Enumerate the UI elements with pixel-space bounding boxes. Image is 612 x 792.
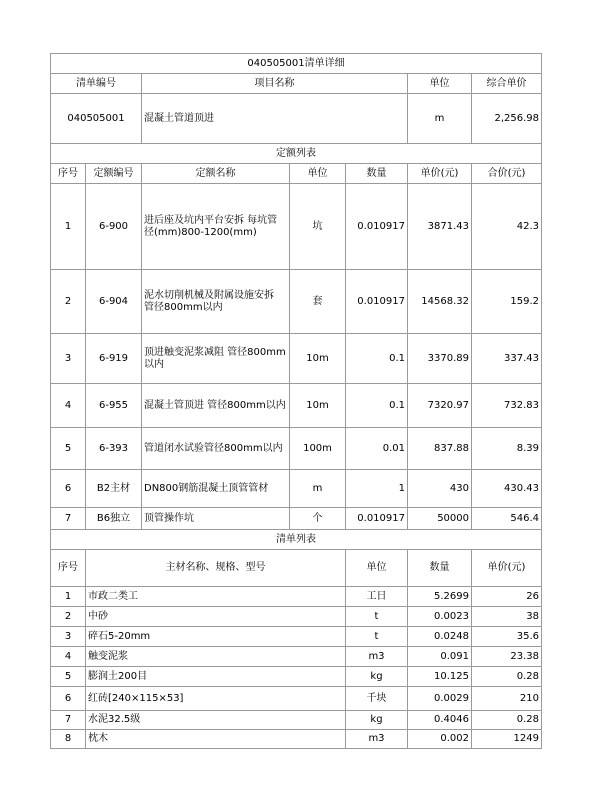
quota-code: B2主材 <box>86 470 142 508</box>
quota-price: 3871.43 <box>408 184 472 270</box>
material-no: 2 <box>51 607 86 627</box>
material-row <box>51 687 542 711</box>
material-price: 0.28 <box>472 667 542 687</box>
quota-price: 430 <box>408 470 472 508</box>
quota-no: 4 <box>51 384 86 428</box>
quota-code: B6独立 <box>86 508 142 530</box>
quota-price: 837.88 <box>408 428 472 470</box>
item-name: 混凝土管道顶进 <box>142 94 408 144</box>
material-price: 35.6 <box>472 627 542 647</box>
item-name-label: 项目名称 <box>142 74 408 94</box>
column-header: 单价(元) <box>408 164 472 184</box>
quota-total: 430.43 <box>472 470 542 508</box>
quota-no: 3 <box>51 334 86 384</box>
material-unit: kg <box>346 711 408 730</box>
bill-detail-table <box>50 53 542 749</box>
quota-row <box>51 334 542 384</box>
material-price: 23.38 <box>472 647 542 667</box>
material-price: 38 <box>472 607 542 627</box>
quota-qty: 0.01 <box>346 428 408 470</box>
quota-total: 8.39 <box>472 428 542 470</box>
material-unit: t <box>346 627 408 647</box>
quota-row <box>51 270 542 334</box>
column-header: 主材名称、规格、型号 <box>86 550 346 587</box>
material-no: 5 <box>51 667 86 687</box>
quota-no: 2 <box>51 270 86 334</box>
material-unit: 千块 <box>346 687 408 711</box>
quota-header-row <box>51 164 542 184</box>
quota-name: 顶进触变泥浆减阻 管径800mm以内 <box>142 334 290 384</box>
quota-section-title: 定额列表 <box>51 144 542 164</box>
quota-total: 732.83 <box>472 384 542 428</box>
material-qty: 0.4046 <box>408 711 472 730</box>
material-unit: m3 <box>346 647 408 667</box>
quota-no: 7 <box>51 508 86 530</box>
quota-code: 6-393 <box>86 428 142 470</box>
quota-name: 进后座及坑内平台安拆 每坑管径(mm)800-1200(mm) <box>142 184 290 270</box>
bill-code-label: 清单编号 <box>51 74 142 94</box>
unit-price-label: 综合单价 <box>472 74 542 94</box>
material-qty: 0.0248 <box>408 627 472 647</box>
quota-unit: 个 <box>290 508 346 530</box>
material-row <box>51 667 542 687</box>
column-header: 单位 <box>346 550 408 587</box>
quota-qty: 0.1 <box>346 334 408 384</box>
table-title: 040505001清单详细 <box>51 54 542 74</box>
item-unit-price: 2,256.98 <box>472 94 542 144</box>
material-qty: 0.002 <box>408 730 472 749</box>
material-row <box>51 627 542 647</box>
material-name: 红砖[240×115×53] <box>86 687 346 711</box>
quota-code: 6-900 <box>86 184 142 270</box>
quota-no: 6 <box>51 470 86 508</box>
quota-name: 混凝土管顶进 管径800mm以内 <box>142 384 290 428</box>
quota-price: 14568.32 <box>408 270 472 334</box>
quota-total: 546.4 <box>472 508 542 530</box>
material-name: 枕木 <box>86 730 346 749</box>
quota-name: DN800钢筋混凝土顶管管材 <box>142 470 290 508</box>
quota-row <box>51 384 542 428</box>
quota-qty: 0.010917 <box>346 270 408 334</box>
quota-price: 3370.89 <box>408 334 472 384</box>
material-name: 水泥32.5级 <box>86 711 346 730</box>
material-price: 210 <box>472 687 542 711</box>
column-header: 序号 <box>51 550 86 587</box>
materials-header-row <box>51 550 542 587</box>
material-no: 7 <box>51 711 86 730</box>
material-name: 市政二类工 <box>86 587 346 607</box>
column-header: 合价(元) <box>472 164 542 184</box>
material-row <box>51 607 542 627</box>
material-name: 中砂 <box>86 607 346 627</box>
column-header: 定额编号 <box>86 164 142 184</box>
material-qty: 0.091 <box>408 647 472 667</box>
material-qty: 5.2699 <box>408 587 472 607</box>
quota-no: 5 <box>51 428 86 470</box>
material-price: 1249 <box>472 730 542 749</box>
material-qty: 0.0029 <box>408 687 472 711</box>
material-unit: kg <box>346 667 408 687</box>
quota-code: 6-955 <box>86 384 142 428</box>
material-price: 0.28 <box>472 711 542 730</box>
material-name: 膨润土200目 <box>86 667 346 687</box>
material-unit: t <box>346 607 408 627</box>
quota-name: 顶管操作坑 <box>142 508 290 530</box>
quota-row <box>51 184 542 270</box>
material-no: 3 <box>51 627 86 647</box>
quota-total: 337.43 <box>472 334 542 384</box>
quota-name: 泥水切削机械及附属设施安拆 管径800mm以内 <box>142 270 290 334</box>
quota-qty: 1 <box>346 470 408 508</box>
quota-price: 7320.97 <box>408 384 472 428</box>
quota-row <box>51 428 542 470</box>
material-no: 8 <box>51 730 86 749</box>
material-unit: m3 <box>346 730 408 749</box>
column-header: 定额名称 <box>142 164 290 184</box>
material-no: 6 <box>51 687 86 711</box>
quota-total: 42.3 <box>472 184 542 270</box>
quota-name: 管道闭水试验管径800mm以内 <box>142 428 290 470</box>
column-header: 序号 <box>51 164 86 184</box>
material-price: 26 <box>472 587 542 607</box>
material-no: 1 <box>51 587 86 607</box>
quota-row <box>51 508 542 530</box>
material-row <box>51 647 542 667</box>
quota-unit: 100m <box>290 428 346 470</box>
quota-total: 159.2 <box>472 270 542 334</box>
column-header: 数量 <box>408 550 472 587</box>
quota-qty: 0.010917 <box>346 508 408 530</box>
material-qty: 10.125 <box>408 667 472 687</box>
material-no: 4 <box>51 647 86 667</box>
material-name: 触变泥浆 <box>86 647 346 667</box>
column-header: 数量 <box>346 164 408 184</box>
quota-unit: m <box>290 470 346 508</box>
material-name: 碎石5-20mm <box>86 627 346 647</box>
column-header: 单位 <box>290 164 346 184</box>
quota-qty: 0.010917 <box>346 184 408 270</box>
quota-code: 6-904 <box>86 270 142 334</box>
quota-unit: 套 <box>290 270 346 334</box>
quota-code: 6-919 <box>86 334 142 384</box>
quota-unit: 10m <box>290 384 346 428</box>
material-row <box>51 730 542 749</box>
material-qty: 0.0023 <box>408 607 472 627</box>
unit-label: 单位 <box>408 74 472 94</box>
quota-qty: 0.1 <box>346 384 408 428</box>
materials-section-title: 清单列表 <box>51 530 542 550</box>
material-unit: 工日 <box>346 587 408 607</box>
bill-code: 040505001 <box>51 94 142 144</box>
material-row <box>51 587 542 607</box>
item-unit: m <box>408 94 472 144</box>
quota-unit: 10m <box>290 334 346 384</box>
quota-no: 1 <box>51 184 86 270</box>
material-row <box>51 711 542 730</box>
column-header: 单价(元) <box>472 550 542 587</box>
quota-unit: 坑 <box>290 184 346 270</box>
quota-row <box>51 470 542 508</box>
quota-price: 50000 <box>408 508 472 530</box>
